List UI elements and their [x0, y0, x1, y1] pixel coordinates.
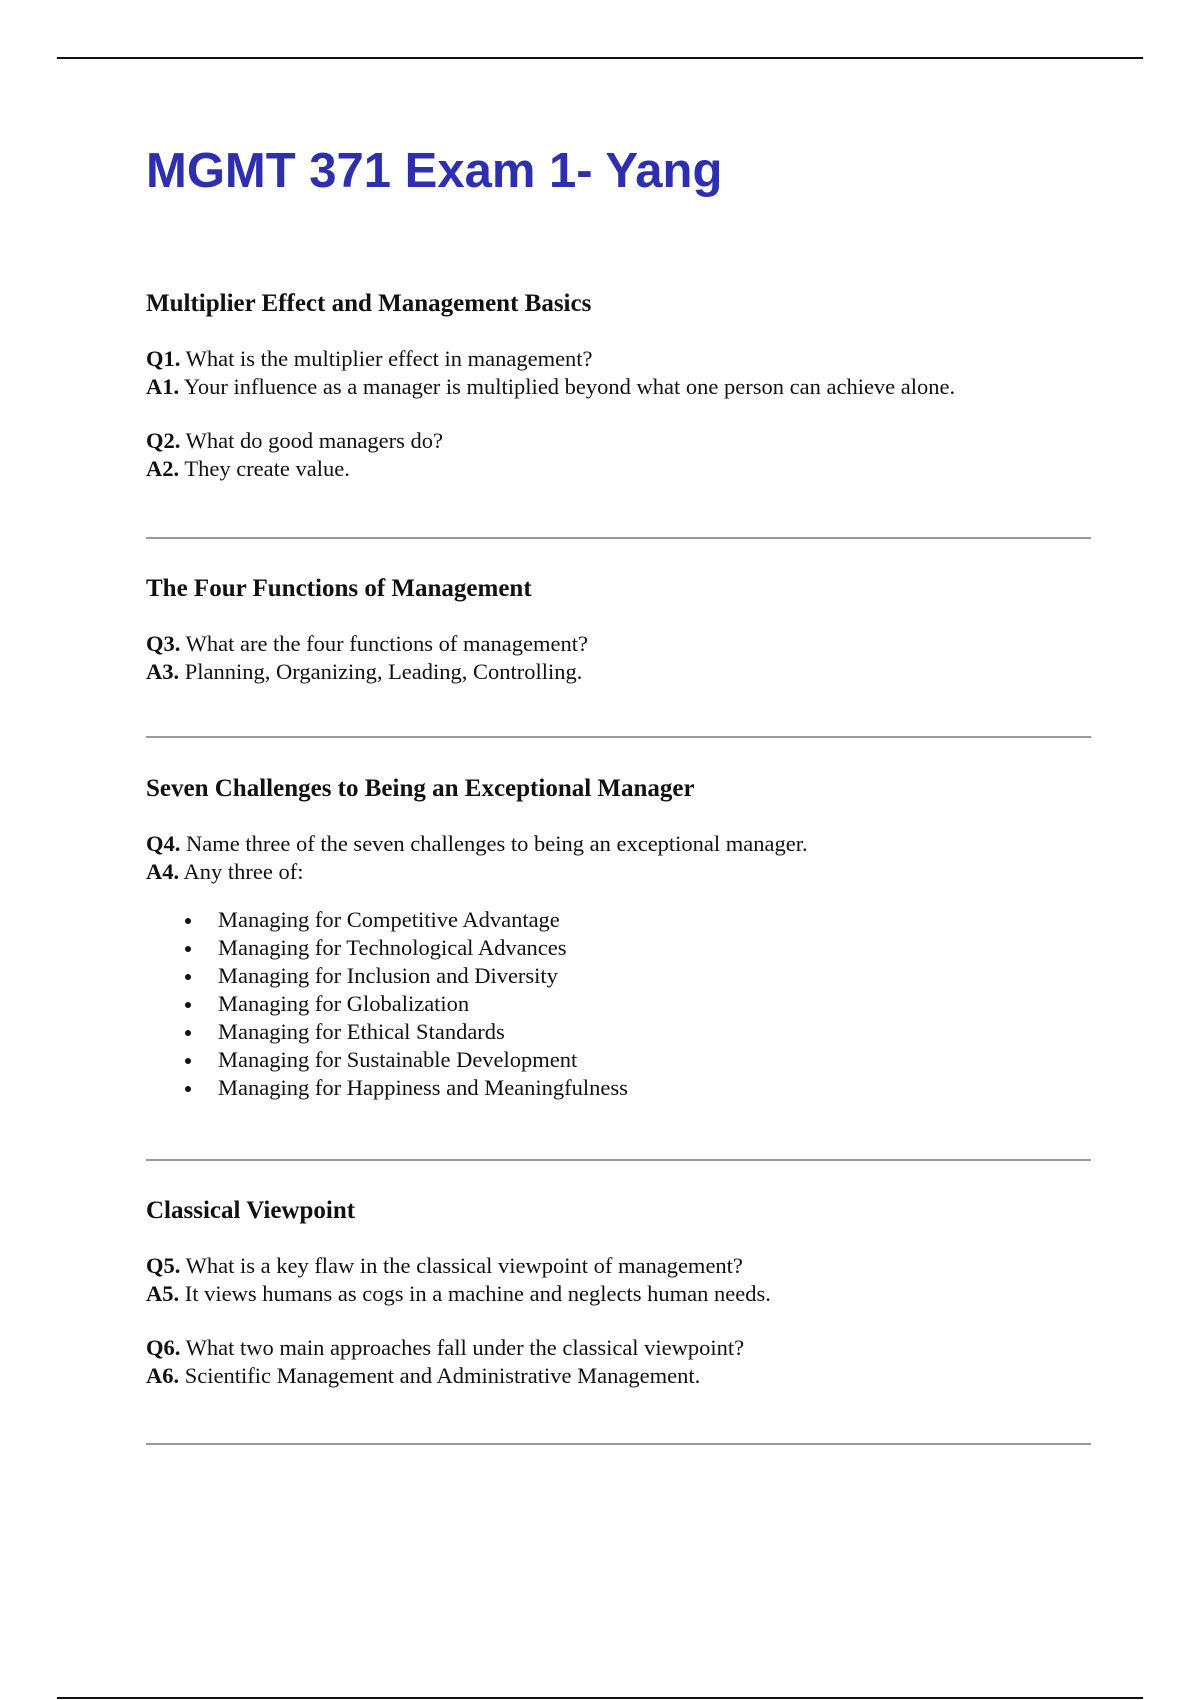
challenges-list: [146, 906, 1091, 1102]
question-text: What two main approaches fall under the classical viewpoint?: [185, 1335, 745, 1360]
question-text: What are the four functions of management?: [185, 631, 588, 656]
question-label: Q2.: [146, 428, 181, 453]
qa-item: [146, 1252, 1091, 1308]
list-item: Managing for Ethical Standards: [218, 1018, 1091, 1046]
section-multiplier-effect: [146, 289, 1091, 483]
answer-text: Planning, Organizing, Leading, Controlling.: [184, 659, 583, 684]
section-heading: Classical Viewpoint: [146, 1197, 356, 1224]
answer-text: Any three of:: [183, 859, 304, 884]
question-text: What is the multiplier effect in management?: [185, 346, 593, 371]
qa-item: [146, 427, 1091, 483]
list-item: Managing for Sustainable Development: [218, 1046, 1091, 1074]
list-item: Managing for Competitive Advantage: [218, 906, 1091, 934]
qa-item: [146, 345, 1091, 401]
section-classical-viewpoint: [146, 1196, 1091, 1390]
question: [146, 427, 1091, 455]
list-item: Managing for Inclusion and Diversity: [218, 962, 1091, 990]
question: [146, 1334, 1091, 1362]
list-item: Managing for Happiness and Meaningfulness: [218, 1074, 1091, 1102]
section-divider: [146, 537, 1091, 539]
section-heading: Multiplier Effect and Management Basics: [146, 290, 592, 317]
question-label: Q5.: [146, 1253, 181, 1278]
question: [146, 630, 1091, 658]
answer: [146, 1362, 1091, 1390]
answer: [146, 373, 1091, 401]
answer-label: A6.: [146, 1363, 180, 1388]
answer-text: They create value.: [184, 456, 350, 481]
answer-text: It views humans as cogs in a machine and neglects human needs.: [184, 1281, 771, 1306]
question-label: Q6.: [146, 1335, 181, 1360]
qa-item: [146, 1334, 1091, 1390]
answer-label: A1.: [146, 374, 180, 399]
section-divider: [146, 736, 1091, 738]
section-heading: The Four Functions of Management: [146, 575, 532, 602]
section-divider: [146, 1159, 1091, 1161]
answer: [146, 1280, 1091, 1308]
answer-label: A4.: [146, 859, 180, 884]
answer: [146, 658, 1091, 686]
question: [146, 830, 1091, 858]
page-bottom-rule: [57, 1697, 1143, 1699]
question-label: Q3.: [146, 631, 181, 656]
answer-label: A5.: [146, 1281, 180, 1306]
answer-label: A2.: [146, 456, 180, 481]
question-text: What is a key flaw in the classical viewpoint of management?: [185, 1253, 743, 1278]
section-seven-challenges: [146, 774, 1091, 1102]
question-label: Q4.: [146, 831, 181, 856]
list-item: Managing for Technological Advances: [218, 934, 1091, 962]
answer: [146, 455, 1091, 483]
section-divider: [146, 1443, 1091, 1445]
answer: [146, 858, 1091, 886]
page-top-rule: [57, 57, 1143, 59]
answer-label: A3.: [146, 659, 180, 684]
section-heading: Seven Challenges to Being an Exceptional Manager: [146, 775, 695, 802]
answer-text: Your influence as a manager is multiplied beyond what one person can achieve alone.: [183, 374, 956, 399]
question: [146, 1252, 1091, 1280]
answer-text: Scientific Management and Administrative Management.: [184, 1363, 701, 1388]
question-label: Q1.: [146, 346, 181, 371]
list-item: Managing for Globalization: [218, 990, 1091, 1018]
question-text: Name three of the seven challenges to being an exceptional manager.: [186, 831, 808, 856]
section-four-functions: [146, 574, 1091, 686]
qa-item: [146, 830, 1091, 1102]
page-title: MGMT 371 Exam 1- Yang: [146, 144, 723, 198]
question-text: What do good managers do?: [185, 428, 444, 453]
qa-item: [146, 630, 1091, 686]
question: [146, 345, 1091, 373]
